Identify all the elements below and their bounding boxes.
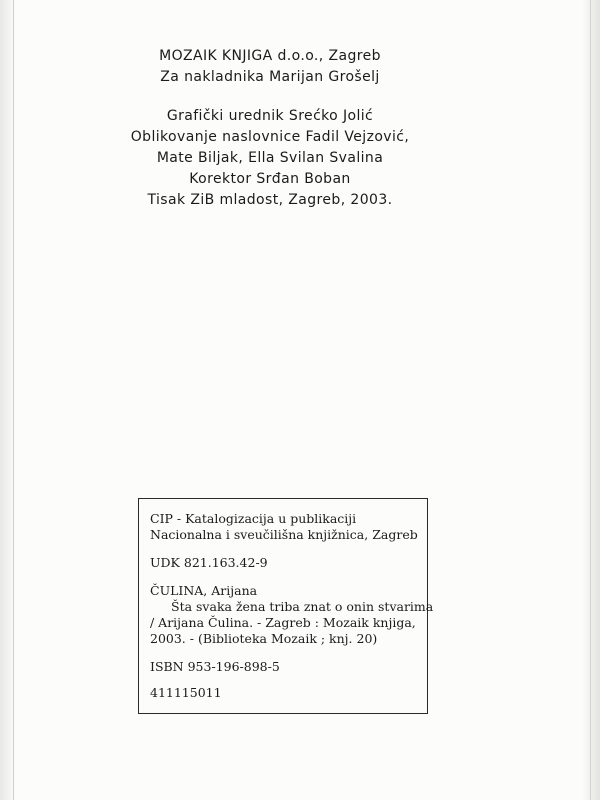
- cip-title-line2: / Arijana Čulina. - Zagreb : Mozaik knjiga,: [150, 615, 416, 630]
- imprint-line-cover-design-cont: Mate Biljak, Ella Svilan Svalina: [156, 150, 384, 166]
- imprint-line-printer: Tisak ZiB mladost, Zagreb, 2003.: [147, 192, 393, 208]
- page-edge-right: [582, 0, 600, 800]
- cip-isbn: ISBN 953-196-898-5: [150, 659, 280, 674]
- imprint-line-cover-design: Oblikovanje naslovnice Fadil Vejzović,: [130, 129, 410, 145]
- publisher-imprint: [100, 46, 440, 211]
- cip-header-line2: Nacionalna i sveučilišna knjižnica, Zagreb: [150, 527, 418, 542]
- cip-title-line1: Šta svaka žena triba znat o onin stvarima: [171, 599, 434, 614]
- cip-author: ČULINA, Arijana: [150, 583, 258, 598]
- page-edge-left-line: [13, 0, 14, 800]
- cip-record-id: 411115011: [150, 685, 222, 700]
- cip-record-box: [138, 498, 434, 714]
- imprint-gap: [100, 88, 440, 106]
- imprint-line-proofreader: Korektor Srđan Boban: [189, 171, 351, 187]
- page-edge-right-line: [590, 0, 591, 800]
- imprint-line-for-publisher: Za nakladnika Marijan Grošelj: [160, 69, 380, 85]
- imprint-line-publisher: MOZAIK KNJIGA d.o.o., Zagreb: [159, 48, 381, 64]
- cip-title-line3: 2003. - (Biblioteka Mozaik ; knj. 20): [150, 631, 378, 646]
- cip-header-line1: CIP - Katalogizacija u publikaciji: [150, 511, 357, 526]
- cip-udk: UDK 821.163.42-9: [150, 555, 268, 570]
- imprint-line-graphic-editor: Grafički urednik Srećko Jolić: [166, 108, 374, 124]
